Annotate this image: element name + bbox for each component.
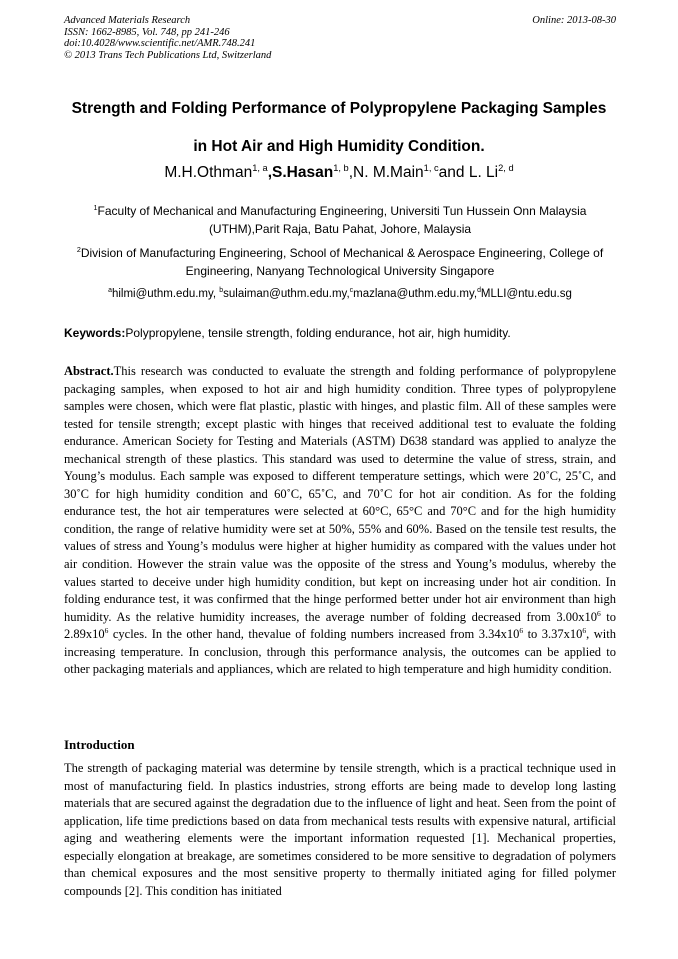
exponent: 6 xyxy=(104,626,109,636)
affiliation-superscript: 1 xyxy=(93,203,98,212)
abstract-text: to 2.89x10 xyxy=(64,609,616,642)
affiliation-2 xyxy=(64,244,616,280)
author-list xyxy=(40,164,638,182)
keywords-text: Polypropylene, tensile strength, folding endurance, hot air, high humidity. xyxy=(125,326,511,340)
email-link[interactable]: MLLI@ntu.edu.sg xyxy=(480,288,572,300)
journal-copyright: © 2013 Trans Tech Publications Ltd, Switzerland xyxy=(64,49,272,61)
online-date: Online: 2013-08-30 xyxy=(532,15,616,26)
email-link[interactable]: sulaiman@uthm.edu.my, xyxy=(223,288,350,300)
author-name: and L. Li xyxy=(438,164,499,181)
paper-title xyxy=(40,90,638,166)
journal-issn: ISSN: 1662-8985, Vol. 748, pp 241-246 xyxy=(64,26,230,38)
exponent: 6 xyxy=(519,626,524,636)
email-link[interactable]: hilmi@uthm.edu.my, xyxy=(111,288,220,300)
author-emails xyxy=(64,288,616,300)
exponent: 6 xyxy=(596,608,601,618)
affiliation-1 xyxy=(64,202,616,238)
section-heading-introduction: Introduction xyxy=(64,737,135,752)
author-name: M.H.Othman xyxy=(164,164,253,181)
author-superscript: 1, a xyxy=(252,162,268,173)
abstract xyxy=(64,363,616,679)
title-line-1: Strength and Folding Performance of Polypropylene Packaging Samples xyxy=(71,100,607,117)
author-name: ,S.Hasan xyxy=(267,164,334,181)
abstract-label: Abstract. xyxy=(64,364,114,378)
author-superscript: 1, c xyxy=(423,162,439,173)
title-line-2: in Hot Air and High Humidity Condition. xyxy=(193,138,485,155)
email-superscript: c xyxy=(349,287,354,295)
affiliation-text: Faculty of Mechanical and Manufacturing Engineering, Universiti Tun Hussein Onn Malaysia (UTHM),Parit Raja, Batu Pahat, Johore, Malaysia xyxy=(97,204,587,236)
author-name: ,N. M.Main xyxy=(348,164,424,181)
journal-doi: doi:10.4028/www.scientific.net/AMR.748.241 xyxy=(64,38,256,49)
abstract-text: to 3.37x10 xyxy=(523,627,583,642)
keywords xyxy=(64,326,616,340)
author-superscript: 1, b xyxy=(333,162,349,173)
exponent: 6 xyxy=(582,626,587,636)
abstract-text: This research was conducted to evaluate the strength and folding performance of polypropylene packaging samples, when exposed to hot air and high humidity condition. Three types of polypropylene samples were chosen, which were flat plastic, plastic with hinges, and plastic film. All of these samples were tested for tensile strength; except plastic with hinges that received additional test to evaluate the folding endurance. American Society for Testing and Materials (ASTM) D638 standard was applied to analyze the mechanical strength of these plastics. This standard was used to determine the value of stress, strain, and Young’s modulus. Each sample was exposed to different temperature settings, which were 20˚C, 25˚C, and 30˚C for high humidity condition and 60˚C, 65˚C, and 70˚C for hot air condition. As for the folding endurance test, the hot air temperatures were selected at 60°C, 65°C and 70°C and for the high humidity condition, the range of relative humidity were set at 50%, 55% and 60%. Based on the tensile test results, the values of stress and Young’s modulus were higher at higher humidity as compared with the values under hot air condition. However the strain value was the opposite of the stress and Young’s modulus, whereby the values started to deceive under high humidity condition, but kept on increasing under hot air condition. In folding endurance test, it was confirmed that the hinge performed better under hot air environment than high humidity. As the relative humidity increases, the average number of folding decreased from 3.00x10 xyxy=(64,364,616,624)
keywords-label: Keywords: xyxy=(64,326,126,340)
email-superscript: b xyxy=(219,287,224,295)
affiliation-text: Division of Manufacturing Engineering, School of Mechanical & Aerospace Engineering, College of Engineering, Nanyang Technological University Singapore xyxy=(80,246,604,278)
journal-name: Advanced Materials Research xyxy=(64,15,191,26)
email-superscript: a xyxy=(108,287,112,295)
introduction-text: The strength of packaging material was determine by tensile strength, which is a practical technique used in most of manufacturing field. In plastics industries, strong efforts are being made to develop long lasting materials that are secured against the degradation due to the influence of light and heat. Seen from the point of application, life time predictions based on data from mechanical tests results with expensive natural, artificial aging and weathering elements were the important information requested [1]. Mechanical properties, especially elongation at breakage, are sometimes considered to be more sensitive to degradation of polymers than chemical exposures and the most sensitive property to thermally initiated aging for filled polymer compounds [2]. This condition has initiated xyxy=(64,761,616,898)
email-link[interactable]: mazlana@uthm.edu.my, xyxy=(353,288,478,300)
affiliation-superscript: 2 xyxy=(76,245,81,254)
journal-header xyxy=(64,15,616,61)
email-superscript: d xyxy=(477,287,481,295)
abstract-text: , with increasing temperature. In conclusion, through this performance analysis, the outcomes can be applied to other packaging materials and appliances, which are related to high temperature and high humidity condition. xyxy=(64,627,616,677)
abstract-text: cycles. In the other hand, thevalue of folding numbers increased from 3.34x10 xyxy=(108,627,520,642)
author-superscript: 2, d xyxy=(498,162,514,173)
